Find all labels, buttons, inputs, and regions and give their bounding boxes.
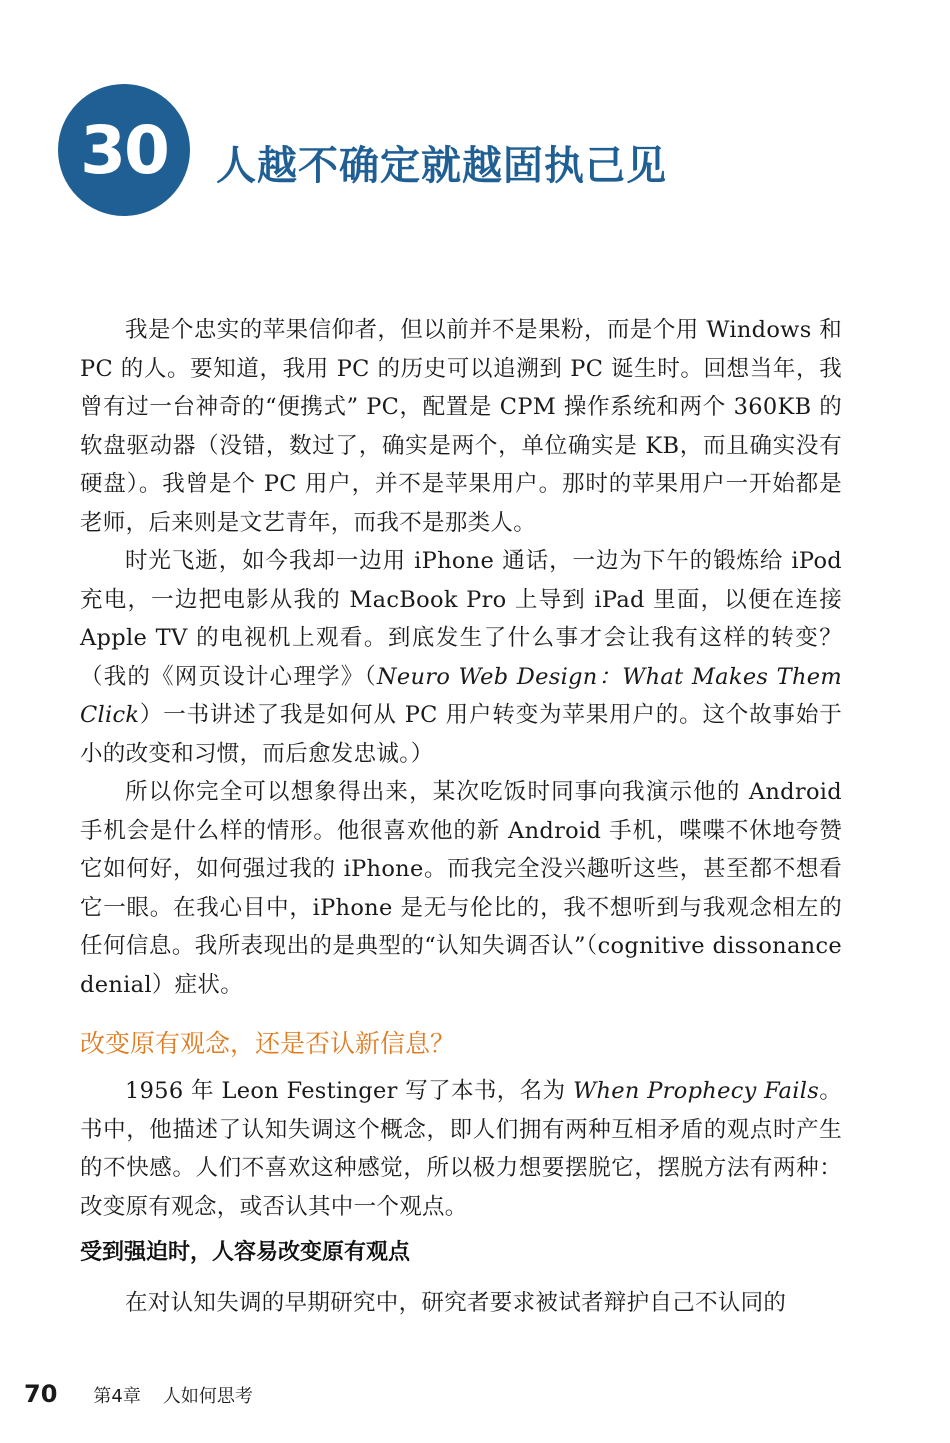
book-title-italic: When Prophecy Fails [573,1078,820,1104]
page-number: 70 [24,1380,58,1408]
paragraph-3: 所以你完全可以想象得出来，某次吃饭时同事向我演示他的 Android 手机会是什么样的情形。他很喜欢他的新 Android 手机，喋喋不休地夸赞它如何好，如何强过我的 iPhone。而我完全没兴趣听这些，甚至都不想看它一眼。在我心目中，iPhone 是无与伦比的，我不想听到与我观念相左的任何信息。我所表现出的是典型的“认知失调否认”（cognitive dissonance denial）症状。 [80,779,842,998]
paragraph-4-text: 1956 年 Leon Festinger 写了本书，名为 [125,1078,574,1104]
chapter-number: 30 [80,111,168,189]
page-footer [24,1380,253,1408]
paragraph-2-text-end: ）一书讲述了我是如何从 PC 用户转变为苹果用户的。这个故事始于小的改变和习惯，而后愈发忠诚。） [80,702,842,767]
paragraph-2-text: 时光飞逝，如今我却一边用 iPhone 通话，一边为下午的锻炼给 iPod 充电，一边把电影从我的 MacBook Pro 上导到 iPad 里面，以便在连接 Apple TV 的电视机上观看。到底发生了什么事才会让我有这样的转变？（我的《网页设计心理学》（ [80,548,842,690]
paragraph-4-text-end: 。书中，他描述了认知失调这个概念，即人们拥有两种互相矛盾的观点时产生的不快感。人们不喜欢这种感觉，所以极力想要摆脱它，摆脱方法有两种：改变原有观念，或否认其中一个观点。 [80,1078,842,1220]
paragraph-5: 在对认知失调的早期研究中，研究者要求被试者辩护自己不认同的 [125,1290,787,1316]
section-heading: 改变原有观念，还是否认新信息？ [80,1029,456,1058]
chapter-title: 人越不确定就越固执己见 [216,143,667,189]
paragraph-2 [80,542,842,773]
paragraph-4 [80,1072,842,1226]
chapter-name: 人如何思考 [162,1386,253,1407]
subsection-heading: 受到强迫时，人容易改变原有观点 [80,1240,411,1265]
book-title-italic: Neuro Web Design：What Makes Them Click [80,663,842,728]
page-body [80,311,842,1323]
paragraph-1: 我是个忠实的苹果信仰者，但以前并不是果粉，而是个用 Windows 和 PC 的人。要知道，我用 PC 的历史可以追溯到 PC 诞生时。回想当年，我曾有过一台神奇的“便携式” PC，配置是 CPM 操作系统和两个 360KB 的软盘驱动器（没错，数过了，确实是两个，单位确实是 KB，而且确实没有硬盘）。我曾是个 PC 用户，并不是苹果用户。那时的苹果用户一开始都是老师，后来则是文艺青年，而我不是那类人。 [80,317,842,536]
chapter-label: 第4章 [93,1386,141,1407]
chapter-number-badge [58,84,190,216]
